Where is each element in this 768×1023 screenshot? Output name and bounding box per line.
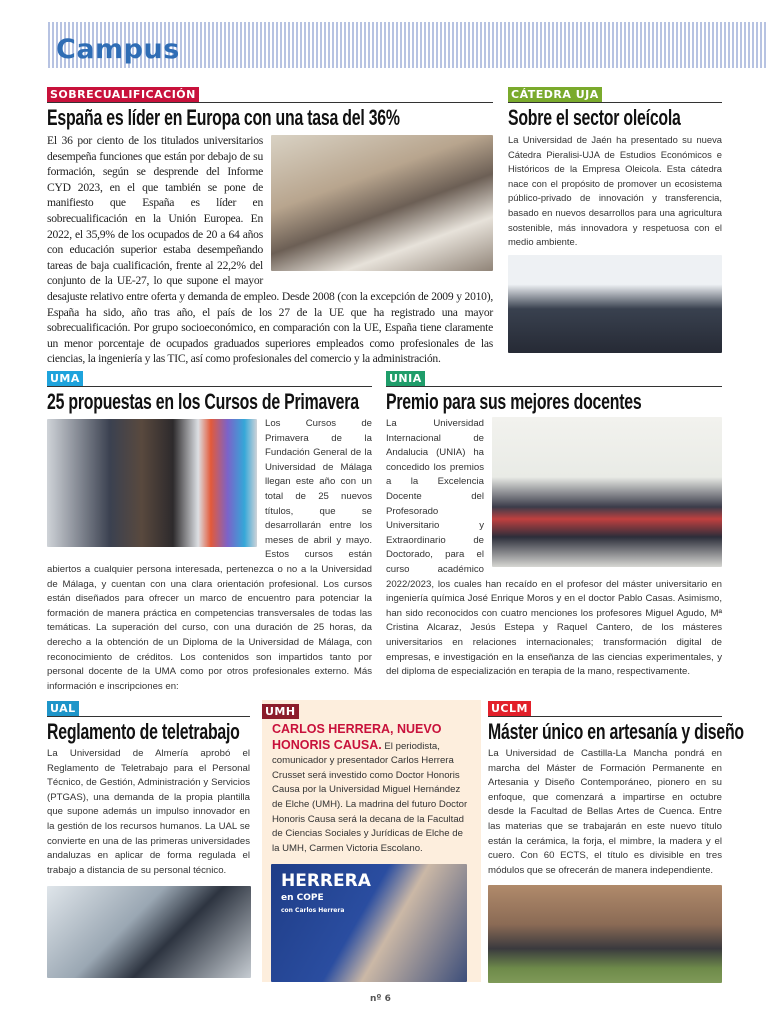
photo-uma-group xyxy=(47,419,257,547)
article-body: La Universidad de Castilla-La Mancha pondrá en marcha del Máster de Formación Permanente en Artesania y Diseño Contemporáneo, pionero en su enfoque, que comenzará a impartirse en octubre desde la Facultad de Bellas Artes de Cuenca. Entre las materias que se trabajarán en este nuevo título están la cerámica, la forja, el mimbre, la madera y el cuero. Con 60 ECTS, el título es divisible en tres módulos que se ofrecerán de manera independiente. xyxy=(488,748,722,876)
divider xyxy=(47,386,372,387)
divider xyxy=(47,716,250,717)
article-tag: UCLM xyxy=(488,701,531,716)
article-ual xyxy=(47,697,250,978)
photo-carlos-herrera xyxy=(271,864,467,982)
article-tag: SOBRECUALIFICACIÓN xyxy=(47,87,199,102)
article-umh xyxy=(262,700,481,982)
divider xyxy=(386,386,722,387)
photo-caption: HERRERA xyxy=(281,871,371,892)
photo-uclm-group xyxy=(488,885,722,983)
photo-students-laptops xyxy=(271,135,493,271)
headline: Sobre el sector oleícola xyxy=(508,105,681,130)
article-tag: UMH xyxy=(262,704,299,719)
photo-unia-awards xyxy=(492,417,722,567)
article-sobrecualificacion xyxy=(47,83,493,367)
section-title: Campus xyxy=(56,34,180,65)
article-tag: UMA xyxy=(47,371,83,386)
article-tag: UAL xyxy=(47,701,79,716)
divider xyxy=(47,102,493,103)
article-body: El 36 por ciento de los titulados universitarios desempeña funciones que están por debajo de su formación, según se desprende del Informe CYD 2023, en el que también se pone de manifiesto que España es líder en sobrecualificación en la Unión Europea. En 2022, el 35,9% de los ocupados de 20 a 64 años con educación superior estaba desempeñando tareas de baja cualificación, frente al 22,2% del conjunto de la UE-27, lo que supone el mayor desajuste relativo entre oferta y demanda de empleo. Desde 2008 (con la excepción de 2009 y 2010), España ha sido, año tras año, el país de los 27 de la UE que ha registrado una mayor sobrecualificación. Por grupo socioeconómico, en comparación con la UE, España tiene claramente un menor porcentaje de ocupados graduados superiores empleados como profesionales de las ciencias, la ingeniería y las TIC, así como profesionales del comercio y la administración. xyxy=(47,134,493,366)
photo-caption: en COPE xyxy=(281,893,324,904)
lead-title: CARLOS HERRERA, NUEVO HONORIS CAUSA. xyxy=(272,722,442,752)
article-tag: UNIA xyxy=(386,371,425,386)
article-tag: CÁTEDRA UJA xyxy=(508,87,602,102)
headline: Máster único en artesanía y diseño xyxy=(488,719,744,744)
article-uma xyxy=(47,367,372,694)
photo-office-workers xyxy=(47,886,251,978)
divider xyxy=(488,716,722,717)
article-body: La Universidad de Jaén ha presentado su nueva Cátedra Pieralisi-UJA de Estudios Económicos e Históricos de la Empresa Oleicola. Esta cátedra nace con el propósito de promover un ecosistema público-privado de innovación y transferencia, basado en nuevos desarrollos para una agricultura sostenible, más innovadora y respetuosa con el medio ambiente. xyxy=(508,134,722,248)
article-text: El periodista, comunicador y presentador Carlos Herrera Crusset será investido como Doctor Honoris Causa por la Universidad Miguel Hernández de Elche (UMH). La madrina del futuro Doctor Honoris Causa será la decana de la Facultad de Ciencias Sociales y Jurídicas de Elche de la UMH, Carmen Victoria Escolano. xyxy=(272,740,468,854)
article-body: La Universidad de Almería aprobó el Reglamento de Teletrabajo para el Personal Técnico, de Gestión, Administración y Servicios (PTGAS), una demanda de la propia plantilla que supone además un impulso innovador en la gestión de los recursos humanos. La UAL se convierte en una de las primeras universidades andaluzas en aplicar de forma regulada el trabajo a distancia de su personal técnico. xyxy=(47,748,250,876)
article-body: La Universidad Internacional de Andalucia (UNIA) ha concedido los premios a la Excelencia Docente del Profesorado Universitario y Extraordinario de Doctorado, para el curso académico 2022/2023, los cuales han recaído en el profesor del máster universitario en ingeniería química José Enrique Moros y en el doctor Pablo Casas. Asimismo, han sido reconocidos con cuatro menciones los profesores Miguel Agudo, Mª Cristina Alcaraz, Jesús Estepa y Raquel Cantero, de los másteres universitarios en relaciones internacionales; transformación digital de empresas, e investigación en la enseñanza de las ciencias experimentales, y del diploma de especialización en terapia de la mano, respectivamente. xyxy=(386,418,722,678)
article-unia xyxy=(386,367,722,680)
headline: Reglamento de teletrabajo xyxy=(47,719,240,744)
headline: Premio para sus mejores docentes xyxy=(386,389,642,414)
article-catedra-uja xyxy=(508,83,722,353)
headline: 25 propuestas en los Cursos de Primavera xyxy=(47,389,359,414)
headline: España es líder en Europa con una tasa del 36% xyxy=(47,105,400,130)
page-number: nº 6 xyxy=(370,994,391,1004)
article-body: Los Cursos de Primavera de la Fundación General de la Universidad de Málaga llegan este año con un total de 25 nuevos títulos, que se desarrollarán entre los meses de abril y mayo. Estos cursos están abiertos a cualquier persona interesada, pertenezca o no a la Universidad de Málaga, y cuentan con una clara orientación profesional. Los cursos están diseñados para ofrecer un marco de encuentro para potenciar la formación de manera práctica en competencias transversales de todas las temáticas. La superación del curso, con una duración de 25 horas, da derecho a la obtención de un Diploma de la Universidad de Málaga, con reconocimiento de créditos. Los contenidos son impartidos tanto por personal docente de la UMA como por otros profesionales externo. Más información e inscripciones en: xyxy=(47,418,372,692)
article-body xyxy=(262,719,481,856)
photo-group-presentation xyxy=(508,255,722,353)
photo-caption: con Carlos Herrera xyxy=(281,907,345,915)
divider xyxy=(508,102,722,103)
article-uclm xyxy=(488,697,744,983)
